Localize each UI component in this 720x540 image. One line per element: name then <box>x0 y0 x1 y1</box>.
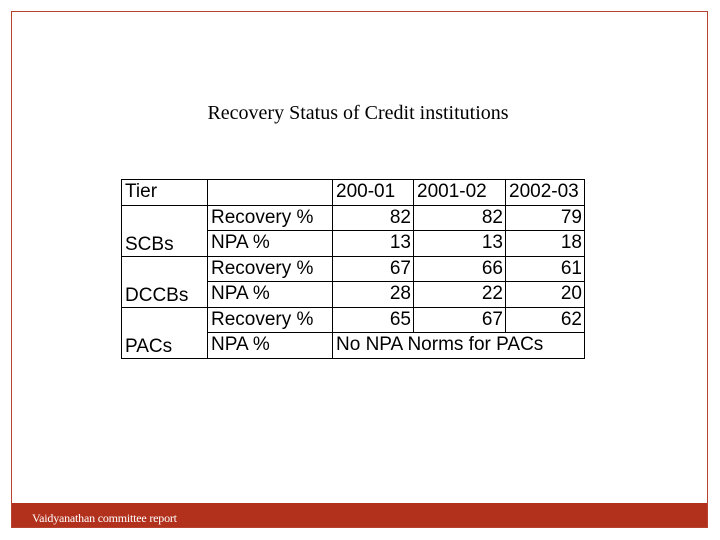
table-header-row <box>122 180 585 206</box>
value-cell: 82 <box>333 205 414 231</box>
metric-cell: Recovery % <box>208 256 333 282</box>
table-row <box>122 256 585 282</box>
metric-cell: Recovery % <box>208 205 333 231</box>
metric-cell: Recovery % <box>208 307 333 333</box>
table-row <box>122 307 585 333</box>
header-year-2: 2001-02 <box>414 180 506 206</box>
slide-title: Recovery Status of Credit institutions <box>207 102 509 124</box>
metric-cell: NPA % <box>208 231 333 257</box>
header-tier: Tier <box>122 180 208 206</box>
tier-cell-pacs: PACs <box>122 307 208 358</box>
value-cell: 18 <box>506 231 585 257</box>
metric-cell: NPA % <box>208 333 333 359</box>
header-year-3: 2002-03 <box>506 180 585 206</box>
value-cell: 67 <box>414 307 506 333</box>
value-cell: 66 <box>414 256 506 282</box>
value-cell: 82 <box>414 205 506 231</box>
tier-cell-scbs: SCBs <box>122 205 208 256</box>
value-cell: 13 <box>414 231 506 257</box>
header-metric <box>208 180 333 206</box>
value-cell: 65 <box>333 307 414 333</box>
value-cell: 28 <box>333 282 414 308</box>
footer-bar <box>12 503 707 527</box>
value-cell: 79 <box>506 205 585 231</box>
value-cell: 67 <box>333 256 414 282</box>
value-cell: 62 <box>506 307 585 333</box>
header-year-1: 200-01 <box>333 180 414 206</box>
footer-source-text: Vaidyanathan committee report <box>32 511 177 525</box>
value-cell: 13 <box>333 231 414 257</box>
recovery-status-table <box>121 179 585 359</box>
pacs-npa-note: No NPA Norms for PACs <box>333 333 585 359</box>
metric-cell: NPA % <box>208 282 333 308</box>
value-cell: 61 <box>506 256 585 282</box>
tier-cell-dccbs: DCCBs <box>122 256 208 307</box>
value-cell: 20 <box>506 282 585 308</box>
table-row <box>122 205 585 231</box>
value-cell: 22 <box>414 282 506 308</box>
